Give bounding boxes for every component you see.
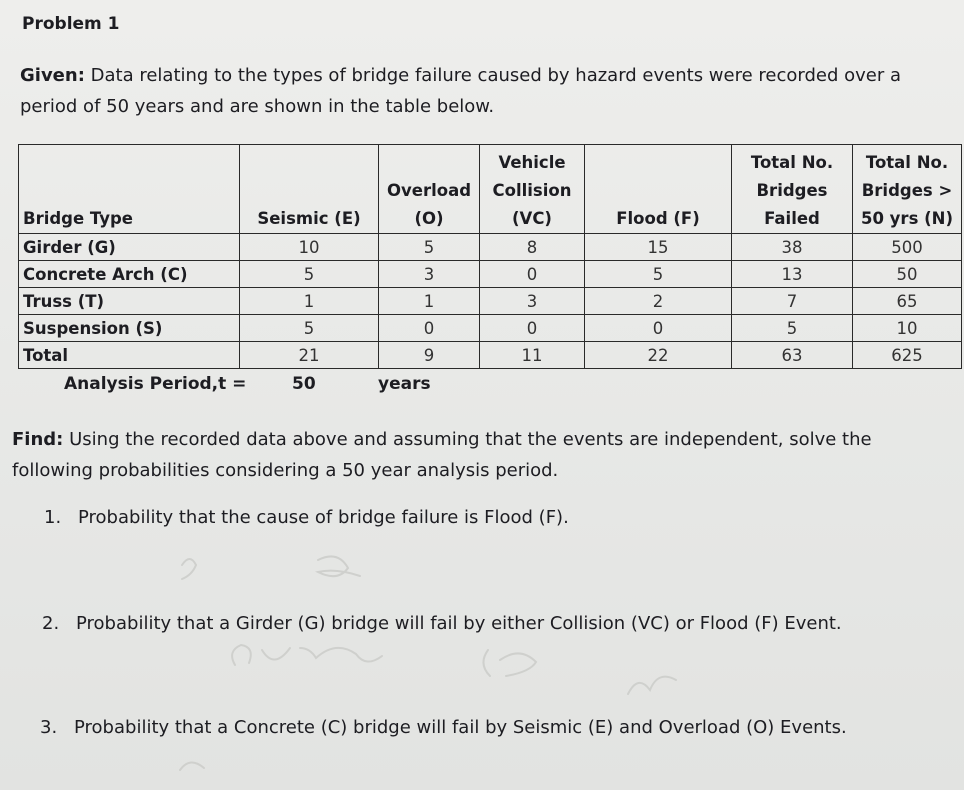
table-cell: 7 <box>732 288 853 315</box>
table-cell: 10 <box>240 234 379 261</box>
table-cell: 2 <box>585 288 732 315</box>
header-flood: Flood (F) <box>585 145 732 234</box>
faint-mark <box>232 645 382 665</box>
header-total-bridges: Total No. Bridges > 50 yrs (N) <box>853 145 962 234</box>
table-cell: 5 <box>379 234 480 261</box>
table-cell: 11 <box>480 342 585 369</box>
table-cell: 8 <box>480 234 585 261</box>
table-cell: 3 <box>379 261 480 288</box>
row-label: Total <box>19 342 240 369</box>
row-label: Concrete Arch (C) <box>19 261 240 288</box>
table-cell: 21 <box>240 342 379 369</box>
analysis-period-unit: years <box>378 374 431 394</box>
table-cell: 10 <box>853 315 962 342</box>
table-cell: 15 <box>585 234 732 261</box>
table-cell: 38 <box>732 234 853 261</box>
table-cell: 22 <box>585 342 732 369</box>
question-number: 1. <box>44 507 62 528</box>
faint-mark <box>318 556 360 576</box>
faint-mark <box>483 650 536 676</box>
header-seismic: Seismic (E) <box>240 145 379 234</box>
given-text: Data relating to the types of bridge failure caused by hazard events were recorded over a period of 50 years and are shown in the table below. <box>20 65 902 117</box>
question-text: Probability that a Concrete (C) bridge will fail by Seismic (E) and Overload (O) Events. <box>74 717 847 738</box>
given-label: Given: <box>20 65 85 86</box>
table-cell: 13 <box>732 261 853 288</box>
table-cell: 3 <box>480 288 585 315</box>
faint-mark <box>628 677 676 694</box>
row-label: Girder (G) <box>19 234 240 261</box>
faint-mark <box>180 762 204 770</box>
table-cell: 65 <box>853 288 962 315</box>
table-cell: 0 <box>480 261 585 288</box>
question-text: Probability that the cause of bridge failure is Flood (F). <box>78 507 569 528</box>
table-cell: 5 <box>585 261 732 288</box>
question-number: 3. <box>40 717 58 738</box>
analysis-period-value: 50 <box>292 374 316 394</box>
find-text: Using the recorded data above and assuming that the events are independent, solve the following probabilities considering a 50 year analysis period. <box>12 429 872 481</box>
row-label: Truss (T) <box>19 288 240 315</box>
header-total-failed: Total No. Bridges Failed <box>732 145 853 234</box>
table-cell: 0 <box>480 315 585 342</box>
table-cell: 5 <box>240 315 379 342</box>
table-cell: 0 <box>379 315 480 342</box>
table-cell: 5 <box>240 261 379 288</box>
table-cell: 5 <box>732 315 853 342</box>
analysis-period-label: Analysis Period,t = <box>64 374 247 394</box>
header-bridge-type: Bridge Type <box>19 145 240 234</box>
question-number: 2. <box>42 613 60 634</box>
problem-title: Problem 1 <box>22 14 120 34</box>
faint-mark <box>182 559 196 579</box>
find-label: Find: <box>12 429 64 450</box>
table-cell: 9 <box>379 342 480 369</box>
header-vehicle-collision: Vehicle Collision (VC) <box>480 145 585 234</box>
table-cell: 625 <box>853 342 962 369</box>
table-cell: 63 <box>732 342 853 369</box>
row-label: Suspension (S) <box>19 315 240 342</box>
question-text: Probability that a Girder (G) bridge will fail by either Collision (VC) or Flood (F) Event. <box>76 613 842 634</box>
table-cell: 50 <box>853 261 962 288</box>
table-cell: 0 <box>585 315 732 342</box>
header-overload: Overload (O) <box>379 145 480 234</box>
table-cell: 1 <box>240 288 379 315</box>
table-cell: 500 <box>853 234 962 261</box>
table-cell: 1 <box>379 288 480 315</box>
